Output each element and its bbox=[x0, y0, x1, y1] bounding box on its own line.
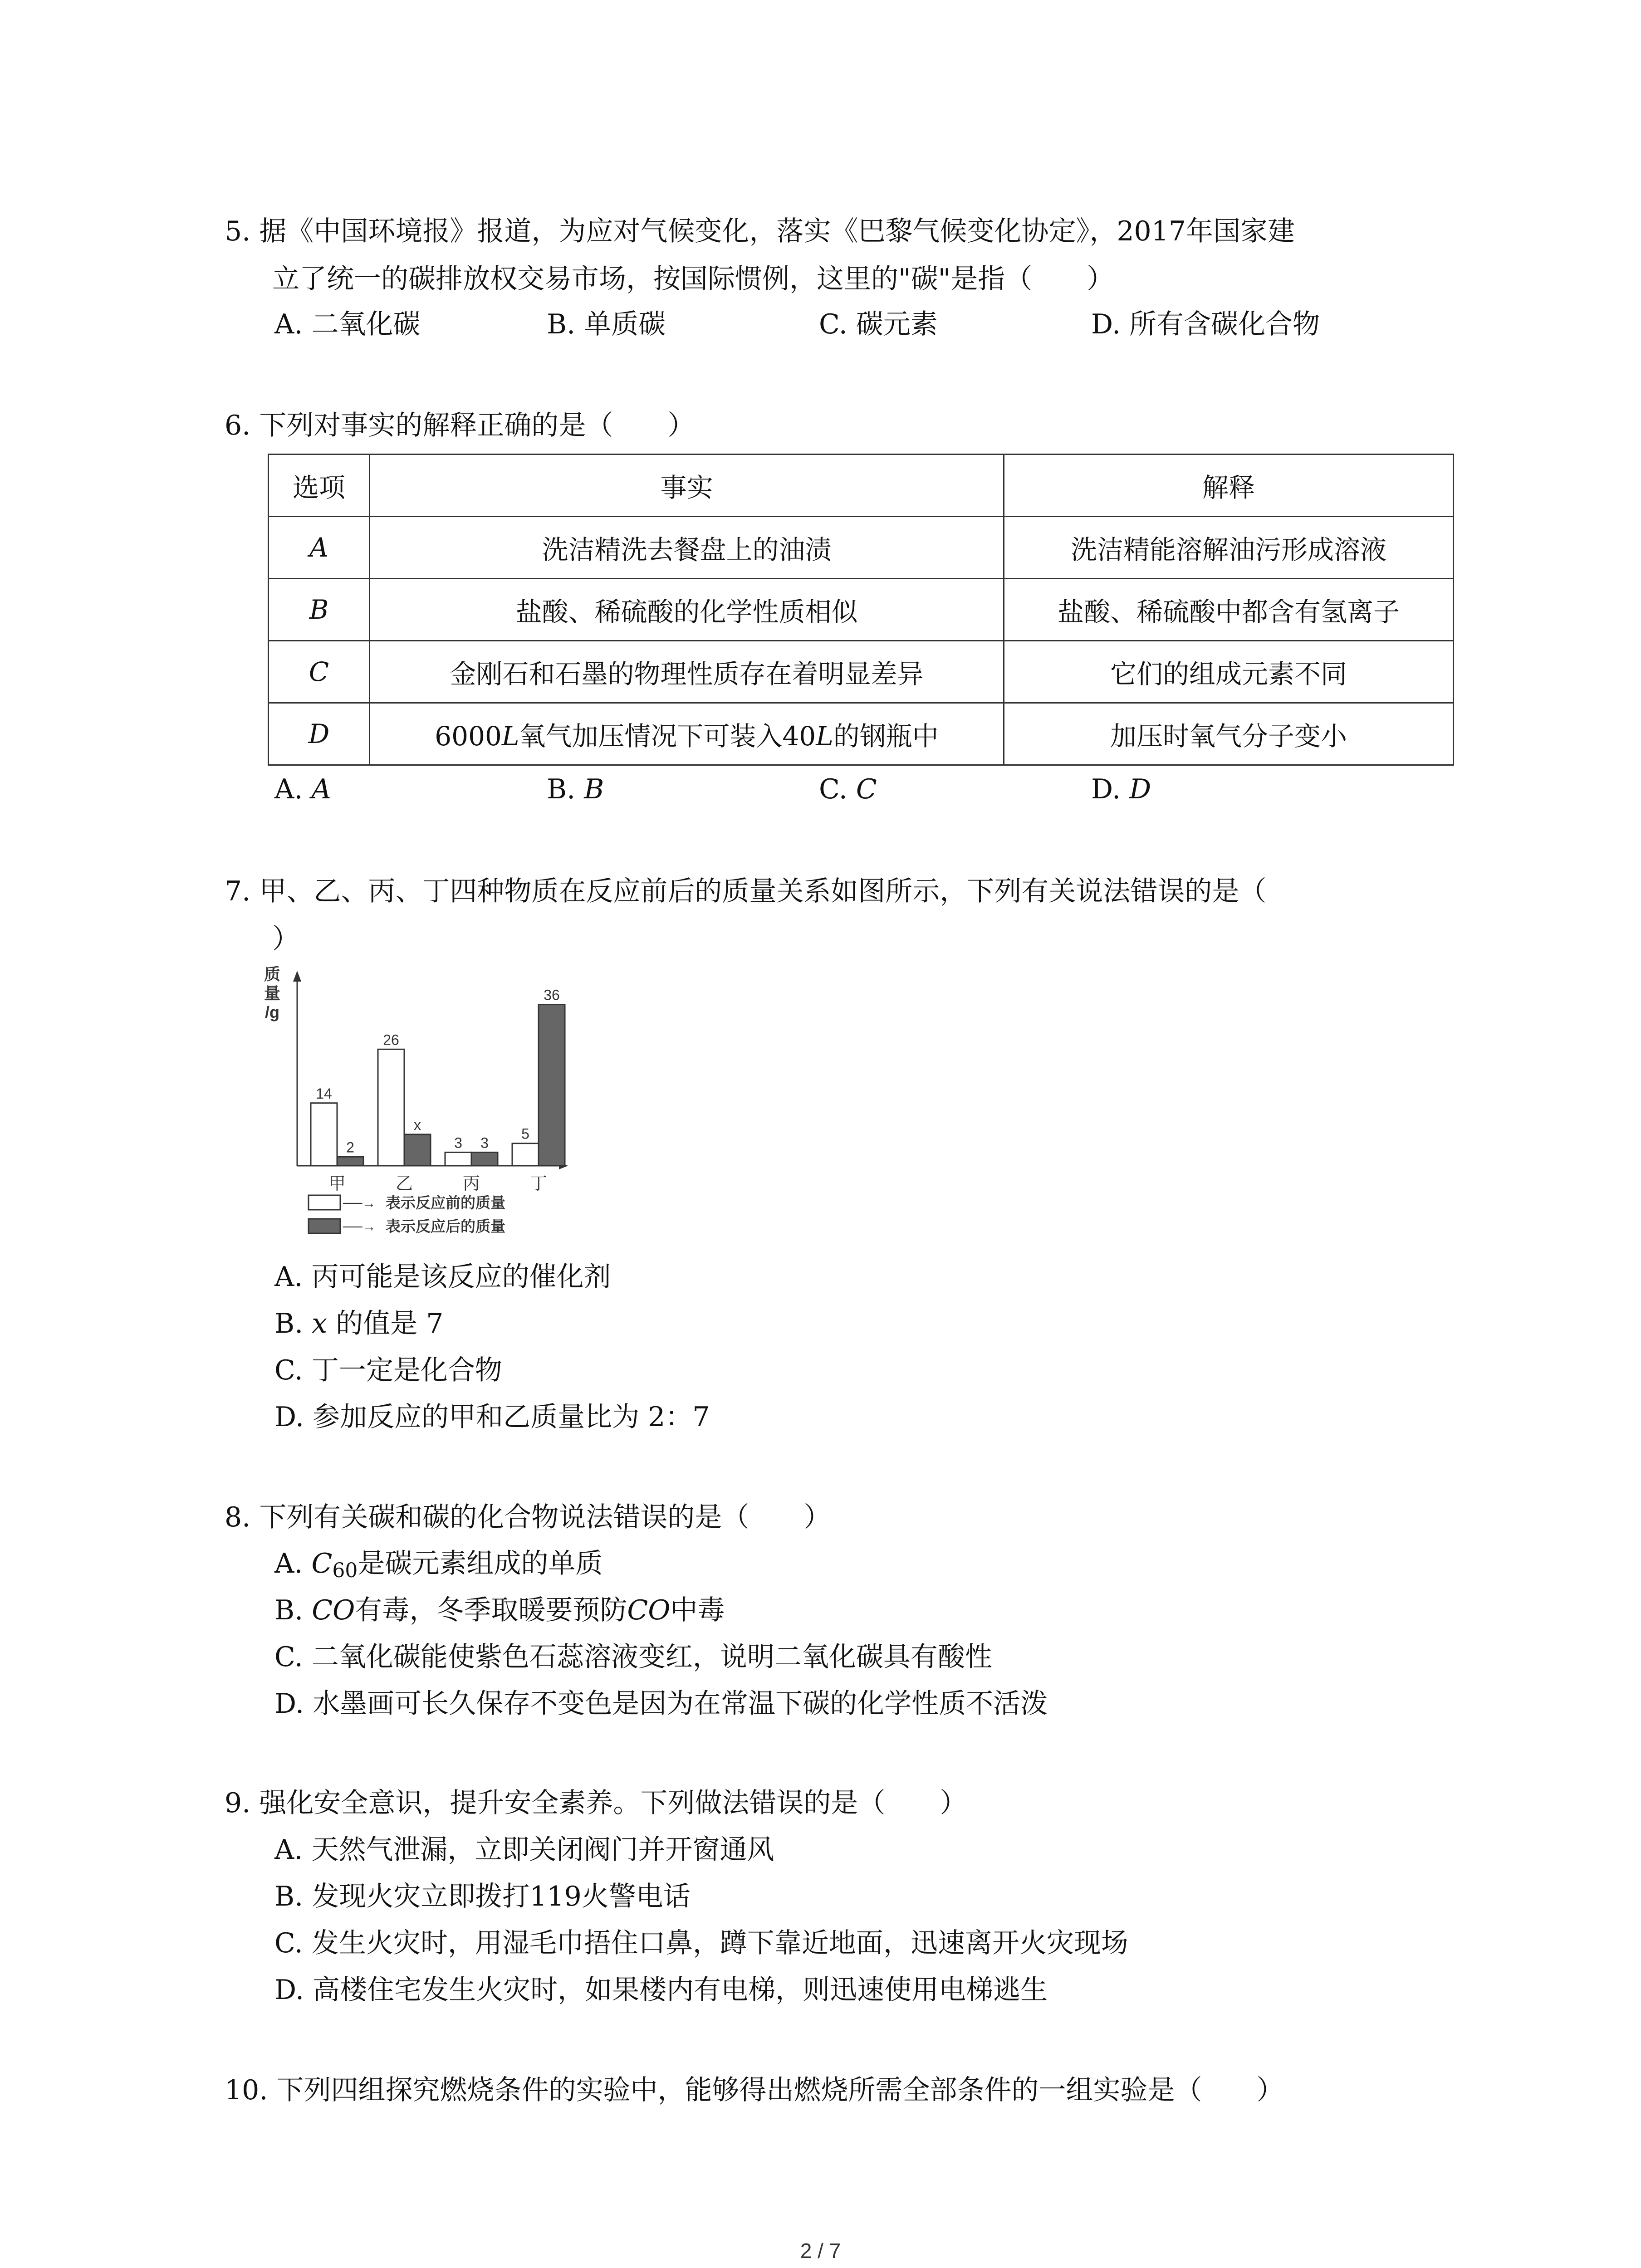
q5-option-b: B. 单质碳 bbox=[547, 308, 666, 340]
option-value: A bbox=[311, 773, 331, 805]
bar-after bbox=[539, 1005, 565, 1166]
bar-value-label: 3 bbox=[454, 1134, 462, 1151]
page-number: 2 / 7 bbox=[800, 2239, 841, 2263]
mass-bar-chart bbox=[254, 957, 581, 1256]
row-fact: 洗洁精洗去餐盘上的油渍 bbox=[370, 517, 1004, 579]
q6-option-c bbox=[819, 771, 877, 807]
option-text: 中毒 bbox=[670, 1594, 725, 1626]
row-explanation: 它们的组成元素不同 bbox=[1004, 641, 1454, 703]
q6-facts-table bbox=[268, 454, 1454, 766]
q8-option-c: C. 二氧化碳能使紫色石蕊溶液变红，说明二氧化碳具有酸性 bbox=[274, 1641, 992, 1673]
chart-labels bbox=[316, 987, 560, 1156]
table-row bbox=[269, 517, 1454, 579]
q7-option-d: D. 参加反应的甲和乙质量比为 2：7 bbox=[274, 1401, 710, 1433]
q7-option-a: A. 丙可能是该反应的催化剂 bbox=[274, 1261, 611, 1293]
bar-before bbox=[512, 1144, 539, 1166]
bar-after bbox=[337, 1157, 363, 1166]
row-explanation: 盐酸、稀硫酸中都含有氢离子 bbox=[1004, 579, 1454, 641]
option-value: C bbox=[856, 773, 877, 805]
formula-co: CO bbox=[627, 1594, 671, 1626]
header-fact: 事实 bbox=[370, 455, 1004, 517]
chart-legend bbox=[309, 1194, 505, 1235]
q8-stem: 8. 下列有关碳和碳的化合物说法错误的是（ ） bbox=[225, 1501, 831, 1533]
formula-c: C bbox=[311, 1548, 333, 1579]
q5-option-a: A. 二氧化碳 bbox=[274, 308, 421, 340]
category-label: 甲 bbox=[328, 1174, 346, 1193]
bar-value-label: 2 bbox=[346, 1139, 354, 1156]
row-option: C bbox=[269, 641, 370, 703]
variable-x: x bbox=[312, 1308, 328, 1339]
row-fact: 盐酸、稀硫酸的化学性质相似 bbox=[370, 579, 1004, 641]
q6-option-a bbox=[274, 771, 331, 807]
bar-before bbox=[378, 1049, 404, 1166]
option-label: C. bbox=[819, 773, 856, 805]
legend-arrow: ──→ bbox=[343, 1219, 376, 1234]
q8-option-d: D. 水墨画可长久保存不变色是因为在常温下碳的化学性质不活泼 bbox=[274, 1688, 1048, 1720]
row-option: A bbox=[269, 517, 370, 579]
option-label: A. bbox=[274, 1548, 312, 1579]
q8-option-a bbox=[274, 1545, 603, 1589]
q7-option-b bbox=[274, 1305, 443, 1342]
category-label: 丁 bbox=[529, 1174, 548, 1193]
option-text: 有毒，冬季取暖要预防 bbox=[355, 1594, 627, 1626]
category-label: 丙 bbox=[462, 1174, 480, 1193]
option-label: B. bbox=[547, 773, 584, 805]
option-text: 的值是 7 bbox=[327, 1308, 444, 1339]
legend-label: 表示反应后的质量 bbox=[386, 1218, 505, 1235]
q7-stem-line2: ） bbox=[272, 923, 299, 955]
bar-value-label: 36 bbox=[544, 987, 560, 1003]
bar-value-label: 5 bbox=[521, 1125, 529, 1142]
bar-value-label: 14 bbox=[316, 1085, 332, 1102]
formula-subscript: 60 bbox=[332, 1559, 358, 1582]
fact-part: 6000 bbox=[435, 721, 502, 752]
q8-option-b bbox=[274, 1592, 725, 1628]
option-label: A. bbox=[274, 773, 312, 805]
legend-swatch bbox=[309, 1195, 340, 1210]
bar-value-label: 3 bbox=[480, 1134, 489, 1151]
row-option: D bbox=[269, 703, 370, 765]
row-fact bbox=[370, 703, 1004, 765]
option-text: 是碳元素组成的单质 bbox=[358, 1548, 603, 1579]
table-row bbox=[269, 579, 1454, 641]
q9-option-c: C. 发生火灾时，用湿毛巾捂住口鼻，蹲下靠近地面，迅速离开火灾现场 bbox=[274, 1927, 1128, 1959]
q5-stem-line2: 立了统一的碳排放权交易市场，按国际惯例，这里的"碳"是指（ ） bbox=[272, 263, 1114, 295]
q6-option-d bbox=[1091, 771, 1151, 807]
legend-arrow: ──→ bbox=[343, 1196, 376, 1211]
q7-option-c: C. 丁一定是化合物 bbox=[274, 1354, 502, 1386]
legend-swatch bbox=[309, 1219, 340, 1233]
q5-option-d: D. 所有含碳化合物 bbox=[1091, 308, 1320, 340]
header-option: 选项 bbox=[269, 455, 370, 517]
unit-litre: L bbox=[816, 721, 833, 752]
y-axis-label: /g bbox=[265, 1003, 279, 1022]
table-row bbox=[269, 641, 1454, 703]
row-fact: 金刚石和石墨的物理性质存在着明显差异 bbox=[370, 641, 1004, 703]
table-header-row bbox=[269, 455, 1454, 517]
header-explanation: 解释 bbox=[1004, 455, 1454, 517]
bar-before bbox=[311, 1103, 337, 1166]
option-value: D bbox=[1129, 773, 1151, 805]
row-explanation: 加压时氧气分子变小 bbox=[1004, 703, 1454, 765]
bar-before bbox=[445, 1152, 471, 1166]
q10-stem: 10. 下列四组探究燃烧条件的实验中，能够得出燃烧所需全部条件的一组实验是（ ） bbox=[225, 2074, 1284, 2106]
fact-part: 氧气加压情况下可装入40 bbox=[519, 721, 816, 752]
unit-litre: L bbox=[501, 721, 519, 752]
y-axis-arrow bbox=[293, 971, 301, 982]
row-explanation: 洗洁精能溶解油污形成溶液 bbox=[1004, 517, 1454, 579]
table-row bbox=[269, 703, 1454, 765]
bar-after bbox=[404, 1134, 431, 1166]
q6-option-b bbox=[547, 771, 604, 807]
bar-value-label: 26 bbox=[383, 1031, 399, 1048]
option-label: B. bbox=[274, 1594, 312, 1626]
bar-after bbox=[471, 1152, 498, 1166]
q6-stem: 6. 下列对事实的解释正确的是（ ） bbox=[225, 410, 695, 441]
y-axis-label: 量 bbox=[264, 984, 281, 1002]
q9-stem: 9. 强化安全意识，提升安全素养。下列做法错误的是（ ） bbox=[225, 1787, 967, 1819]
option-value: B bbox=[584, 773, 604, 805]
q9-option-a: A. 天然气泄漏，立即关闭阀门并开窗通风 bbox=[274, 1834, 774, 1866]
formula-co: CO bbox=[312, 1594, 355, 1626]
category-label: 乙 bbox=[395, 1174, 413, 1193]
bar-value-label: x bbox=[414, 1116, 421, 1133]
y-axis-label: 质 bbox=[264, 965, 281, 983]
q7-stem-line1: 7. 甲、乙、丙、丁四种物质在反应前后的质量关系如图所示，下列有关说法错误的是（ bbox=[225, 875, 1267, 907]
q9-option-b: B. 发现火灾立即拨打119火警电话 bbox=[274, 1881, 691, 1912]
q5-option-c: C. 碳元素 bbox=[819, 308, 938, 340]
option-label: B. bbox=[274, 1308, 312, 1339]
chart-categories bbox=[328, 1174, 547, 1193]
q5-stem-line1: 5. 据《中国环境报》报道，为应对气候变化，落实《巴黎气候变化协定》，2017年国家建 bbox=[225, 215, 1295, 247]
row-option: B bbox=[269, 579, 370, 641]
q9-option-d: D. 高楼住宅发生火灾时，如果楼内有电梯，则迅速使用电梯逃生 bbox=[274, 1974, 1048, 2006]
legend-label: 表示反应前的质量 bbox=[386, 1194, 505, 1211]
option-label: D. bbox=[1091, 773, 1130, 805]
fact-part: 的钢瓶中 bbox=[833, 721, 939, 752]
